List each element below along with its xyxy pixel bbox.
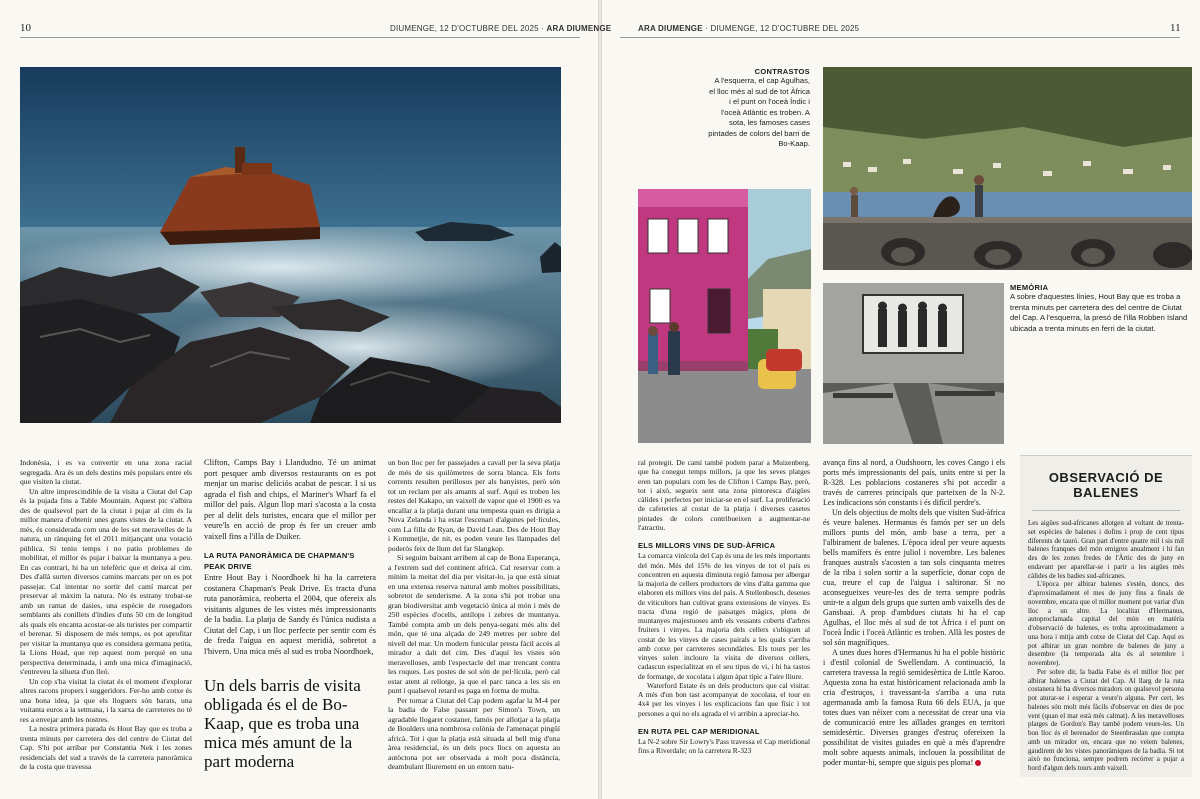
page-number-left: 10 (20, 22, 31, 34)
paragraph: Un dels objectius de molts dels que visiten Sud-àfrica és veure balenes. Hermanus és famós per ser un dels millors punts del món, amb base a terra, per a l'albirament de balenes. L'època ideal per veure aquests bells mamífers és entre juliol i novembre. Les balenes franques australs s'acosten a tan sols cinquanta metres de la riba i solen sortir a la superfície, donar cops de cua, treure el cap de l'aigua i saltironar. Si no aconsegueixes veure-les des de terra sempre podràs unir-te a algun dels grups que surten amb vaixells des de Gansbaai. A prop d'ambdues ciutats hi ha el cap Agulhas, el lloc més al sud de tot Àfrica i el punt on l'oceà Índic i l'oceà Atlàntic es troben. Allà les postes de sol són magnífiques. (823, 508, 1005, 647)
subhead-chapmans-peak: LA RUTA PANORÀMICA DE CHAPMAN'S PEAK DRIVE (204, 551, 355, 571)
running-head-brand-left: ARA DIUMENGE (546, 24, 612, 33)
caption-memoria-text: A sobre d'aquestes línies, Hout Bay que es troba a trenta minuts per carretera des del centre de Ciutat del Cap. A l'esquerra, la presó de l'illa Robben Island ubicada a trenta minuts en ferri de la ciutat. (1010, 292, 1188, 333)
paragraph: ral protegit. De camí també podem parar a Muizenberg, que ha conegut temps millors, ja que les seves platges eren tan populars com les de Clifton i Camps Bay, però, tot i això, segueix sent una zona pintoresca d'aigües càlides i perfectes per iniciar-se en el surf. La proliferació de cafeteries al costat de la platja i diverses casetes pintades de colors contribueixen a augmentar-ne l'atractiu. (638, 458, 810, 532)
header-rule-right (620, 37, 1180, 38)
bo-kaap-photo (638, 189, 811, 443)
caption-contrastos-text: A l'esquerra, el cap Agulhas, el lloc més al sud de tot Àfrica i el punt on l'oceà Índic i l'oceà Atlàntic es troben. A sota, les famoses cases pintades de colors del barri de Bo-Kaap. (708, 76, 810, 148)
running-head-date-right: · DIUMENGE, 12 D'OCTUBRE DEL 2025 (702, 24, 860, 33)
sidebar-body (1020, 511, 1192, 773)
page-number-right: 11 (1170, 22, 1181, 34)
paragraph: L'època per albirar balenes s'estén, doncs, des d'aproximadament el mes de juny fins a finals de novembre, encara que el millor moment pot variar d'un lloc a un altre. La localitat d'Hermanus, autoproclamada capital del món en matèria d'observació de balenes, es troba aproximadament a una hora i mitja amb cotxe de Ciutat del Cap. Aquí es pot albirar un gran nombre de balenes de juny a desembre (la temporada alta és al setembre i novembre). (1028, 580, 1184, 667)
caption-contrastos (708, 67, 810, 150)
paragraph: Les aigües sud-africanes allotgen al voltant de trenta-set espècies de balenes i dofins i prop de cent tipus diferents de tauró. Gran part d'entre quatre mil i sis mil balenes franques del món emigren anualment i hi fan des de les zones fredes de l'Àrtic des de juny en endavant per aparellar-se i parir a les aigües més càlides de les badies sud-africanes. (1028, 519, 1184, 580)
caption-contrastos-head: CONTRASTOS (754, 67, 810, 76)
paragraph: Clifton, Camps Bay i Llandudno. Té un animat port pesquer amb diversos restaurants on es pot menjar un marisc deliciós acabat de pescar. I si us agrada el fish and chips, el Mariner's Wharf fa el millor del país. Algun llop marí s'acosta a la costa per al delit dels turistes, encara que el millor per veure'ls en acció de prop és fer un creuer amb vaixell fins a l'illa de Duiker. (204, 458, 376, 541)
paragraph-text: A unes dues hores d'Hermanus hi ha el poble històric i d'estil colonial de Swellendam. A continuació, la carretera travessa la regió semidesèrtica de Little Karoo. Aquesta zona ha estat històricament relacionada amb la cria d'estruços, i travessant-la s'arriba a una ruta agermanada amb la famosa Ruta 66 dels EUA, ja que totes dues van néixer com a necessitat de crear una via de comunicació entre les aïllades granges en territori semidesèrtic. Diverses granges d'estruç ofereixen la possibilitat de visites guiades en què a més d'aprendre molt sobre aquests animals, inclouen la possibilitat de poder muntar-hi, sempre que siguis pes ploma! (823, 648, 1005, 767)
subhead-wines: ELS MILLORS VINS DE SUD-ÀFRICA (638, 541, 776, 550)
running-head-right (638, 24, 859, 33)
article-column-2 (204, 458, 376, 657)
running-head-left (390, 24, 611, 33)
paragraph: Per sobre dir, la badia False és el millor lloc per albirar balenes a Ciutat del Cap. Al llarg de la ruta costanera hi ha diversos miradors on qualsevol persona pot aturar-se i esperar a veure'n alguna. Per cert, les balenes són molt més fàcils d'observar en dies de poc vent (quan el mar està més calmat). A les meravelloses platges de Gordon's Bay també podem veure-les. Un bon lloc és el berenador de Steenbrasdan que compta amb un mirador on, encara que no veiem balenes, gaudirem de les vistes panoràmiques de la badia. Si tot això no funciona, sempre podrem recórrer a pujar a bord d'algun dels tours amb vaixell. (1028, 667, 1184, 772)
paragraph: Un cop s'ha visitat la ciutat és el moment d'explorar altres racons propers i suggeridors. Fer-ho amb cotxe és una bona idea, ja que els lloguers són barats, una vuitanta euros a la setmana, i la xarxa de carreteres no té res a envejar amb les nostres. (20, 676, 192, 724)
header-rule-left (20, 37, 580, 38)
paragraph: La nostra primera parada és Hout Bay que es troba a trenta minuts per carretera des del centre de Ciutat del Cap. S'hi pot arribar per Constantia Nek i les zones residencials del sud a través de la carretera panoràmica de la costa que travessa (20, 724, 192, 771)
robben-island-prison-photo (823, 283, 1004, 444)
shipwreck-photo (20, 67, 561, 423)
subhead-southern-cape: EN RUTA PEL CAP MERIDIONAL (638, 726, 760, 736)
article-column-3 (388, 458, 560, 772)
article-column-5 (823, 458, 1005, 768)
article-column-1 (20, 458, 192, 772)
sidebar-title: OBSERVACIÓ DE BALENES (1032, 456, 1180, 511)
paragraph: Si seguim baixant arribem al cap de Bona Esperança, a l'extrem sud del continent africà. Cal reservar com a mínim la meitat del dia per visitar-lo, ja que està situat en una extensa reserva natural amb moltes possibilitats, sobretot de senderisme. A la zona s'hi pot trobar una gran biodiversitat amb vegetació única al món i més de 250 espècies d'ocells, antílops i zebres de muntanya. També compta amb un dels penya-segats més alts del món, que té una alçada de 249 metres per sobre del nivell del mar. Un modern funicular presta fàcil accés al mirador a dalt del cim. Des d'aquí les vistes són meravelloses, amb l'espectacle del mar trencant contra les roques. Les postes de sol són de pel·lícula, però cal estar atent al rellotge, ja que el parc tanca a les sis en punt i qualsevol retard es paga en forma de multa. (388, 553, 560, 695)
paragraph: un bon lloc per fer passejades a cavall per la seva platja de més de sis quilòmetres de sorra blanca. Els forts corrents resulten perillosos per als banyistes, però són tot un reclam per als amants al surf. Aquí es troben les restes del Kakapo, un vaixell de vapor que el 1900 es va encallar a la platja durant una tempesta quan es dirigia a Nova Zelanda i ha estat l'escenari d'algunes pel·lícules, com La filla de Ryan, de David Lean. Des de Hout Bay i Kommetjie, de nit, es poden veure les llampades del poderós feix de llum del far Slangkop. (388, 458, 560, 553)
running-head-brand-right: ARA DIUMENGE (638, 24, 703, 33)
caption-memoria (1010, 283, 1192, 334)
paragraph: Waterford Estate és un dels productors que cal visitar. A més d'un bon tast acompanyat de xocolata, el tour en 4x4 per les vinyes i les explicacions fan que físic i tot persones a qui no els agrada el vi arribin a apreciar-ho. (638, 680, 810, 718)
paragraph: Indonèsia, i es va convertir en una zona racial segregada. Ara és un dels destins més populars entre els que visiten la ciutat. (20, 458, 192, 486)
paragraph: Un altre imprescindible de la visita a Ciutat del Cap és la pujada fins a Table Mountain. Aquest pic s'albira des de qualsevol part de la ciutat i pujar al cim és la millor manera d'obtenir unes grans vistes de la ciutat. A més, és considerada com una de les set meravelles de la natura, un rànquing fet el 2011 mitjançant una votació pública. Si teniu temps i no patiu problemes de mobilitat, el millor és pujar i baixar la muntanya a peu. En cas contrari, hi ha un telefèric que et deixa al cim. Des d'allà surten diversos camins marcats per on es pot passejar. Cal intentar no sortir del camí marcat per preservar al màxim la natura. No és estrany trobar-se amb un ramat de dasies, una espècie de rosegadors semblants als conillets d'índies d'uns 50 cm de longitud als quals els encanta acostar-se als turistes per compartir el berenar. Si disposem de més temps, es pot aprofitar per visitar la muntanya que es considera germana petita, la Lions Head, que rep aquest nom perquè en una perspectiva determinada, i amb una mica d'imaginació, s'entreveu la silueta d'un lleó. (20, 486, 192, 676)
paragraph: avança fins al nord, a Oudshoorn, les coves Cango i els ports més impressionants del país, units entre si per la R-328. Les poblacions costaneres s'hi pot accedir a través de carreres principals que parteixen de la N-2. Les indicacions són constants i és difícil perdre's. (823, 458, 1005, 507)
paragraph: La N-2 sobre Sir Lowry's Pass travessa el Cap meridional fins a Riverdale; on la carretera R-323 (638, 737, 810, 756)
paragraph (823, 648, 1005, 768)
paragraph: La comarca vinícola del Cap és una de les més importants del món. Més del 15% de les vinyes de tot el país es concentren en aquesta diminuta regió famosa per albergar la majoria de cellers productors de vins d'alta gamma que elaboren els millors vins del país. A Stellenbosch, desenes de viticultors han cultivat grans extensions de vinyes. Es tracta d'una regió de paisatges màgics, plens de muntanyes majestuoses amb els vessants coberts d'arbres fruiters i vinyes. La majoria dels cellers s'ubiquen al costat de les vinyes de cases pairals a les quals s'arriba amb cotxe per carreteres secundàries. Els tours per les vinyes solen incloure la visita de diversos cellers, cadascun especialitzat en el seu tipus de vi, i hi ha tastos de formatge, de xocolata i algun àpat típic a l'aire lliure. (638, 551, 810, 681)
caption-memoria-head: MEMÒRIA (1010, 283, 1049, 292)
whale-watching-sidebar (1020, 455, 1192, 777)
running-head-date-left: DIUMENGE, 12 D'OCTUBRE DEL 2025 · (390, 24, 547, 33)
end-of-article-mark (975, 760, 981, 766)
paragraph: Per tornar a Ciutat del Cap podem agafar la M-4 per la badia de False passant per Simon's Town, un agradable llogaret costaner, famós per allotjar a la platja de Boulders una nombrosa colònia de l'amenaçat pingüí africà. Tot i que la platja està situada al bell mig d'una àrea residencial, és un dels pocs llocs on aquesta au autòctona pot ser observada a molt poca distància, deambulant lliurement en un entorn natu- (388, 695, 560, 771)
pull-quote: Un dels barris de visita obligada és el de Bo-Kaap, que es troba una mica més amunt de la part moderna (204, 676, 361, 771)
paragraph: Entre Hout Bay i Noordhoek hi ha la carretera costanera Chapman's Peak Drive. Es tracta d'una ruta panoràmica, reoberta el 2004, que ofereix als visitants algunes de les vistes més impressionants de la badia. La platja de Sandy és l'única nudista a Ciutat del Cap, i un lloc perfecte per sentir com és de freda l'aigua en aquest meridià, sobretot a l'hivern. Una mica més al sud es troba Noordhoek, (204, 573, 376, 656)
article-column-4 (638, 458, 810, 756)
hout-bay-photo (823, 67, 1192, 270)
